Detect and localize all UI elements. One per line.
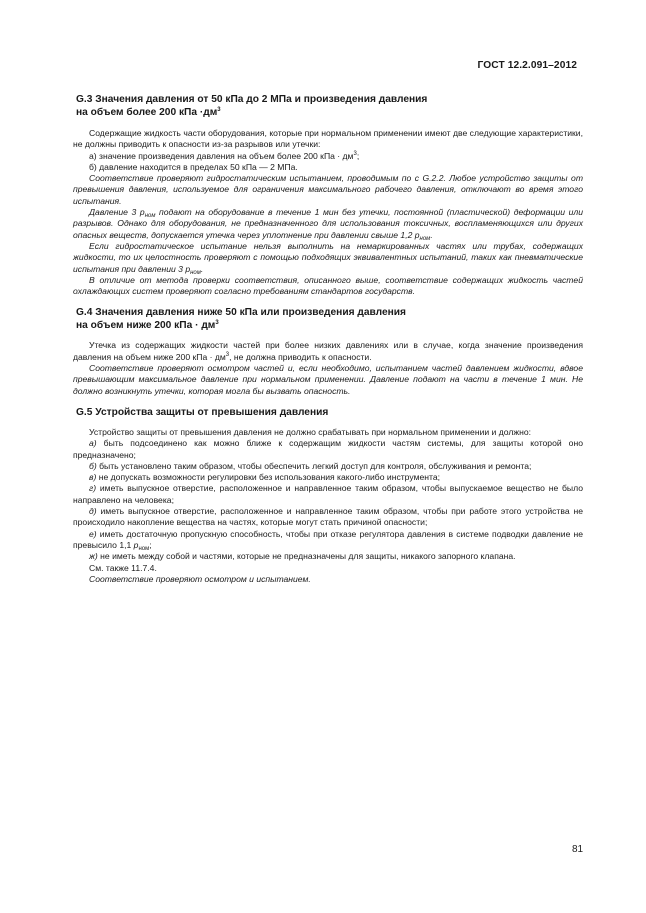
- g5-item-d: г) иметь выпускное отверстие, расположенное и направленное таким образом, чтобы выпускаемое вещество не было направлено на человека;: [73, 483, 583, 505]
- g5-item-a: а) быть подсоединено как можно ближе к содержащим жидкости частям системы, для защиты которой оно предназначено;: [73, 438, 583, 460]
- g3-pressure-test: Давление 3 $p_{ном}$ подают на оборудование в течение 1 мин без утечки, постоянной (пластической) деформации или разрывов. Однако для оборудования, не предназначенного для использования токсичных, воспламеняющихся или других опасных веществ, допускается утечка через уплотнение при давлении свыше 1,2 $p_{ном}$.: [73, 207, 584, 242]
- g5-item-e: д) иметь выпускное отверстие, расположенное и направленное таким образом, чтобы при работе этого устройства не происходило накопление вещества на частях, которые могут стать причиной опасности;: [73, 506, 583, 528]
- g5-item-g: ж) не иметь между собой и частями, которые не предназначены для защиты, никакого запорного клапана.: [89, 551, 516, 562]
- g3-cooling-systems: В отличие от метода проверки соответствия, описанного выше, соответствие содержащих жидкость частей охлаждающих систем проверяют согласно требованиям стандартов государств.: [73, 274, 583, 297]
- page-number: 81: [572, 844, 584, 855]
- g3-item-b: б) давление находится в пределах 50 кПа — 2 МПа.: [89, 161, 298, 172]
- g4-check: Соответствие проверяют осмотром частей и, если необходимо, испытанием частей давлением жидкости, вдвое превышающим максимальное давление при нормальном применении. Давление подают на части в течение 1 мин. Не должно возникнуть утечки, которая могла бы вызвать опасность.: [73, 363, 583, 396]
- g3-check: Соответствие проверяют гидростатическим испытанием, проводимым по с G.2.2. Любое устройство защиты от превышения давления, используемое для ограничения максимального рабочего давления, отключают во время этого испытания.: [73, 173, 583, 206]
- standard-id: ГОСТ 12.2.091–2012: [477, 60, 577, 71]
- section-g4-title: G.4 Значения давления ниже 50 кПа или произведения давления на объем ниже 200 кПа · $дм^3$: [76, 307, 406, 332]
- g4-text: Утечка из содержащих жидкости частей при более низких давлениях или в случае, когда значение произведения давления на объем ниже 200 кПа · $дм^3$, не должна приводить к опасности.: [73, 340, 583, 362]
- g5-item-f: е) иметь достаточную пропускную способность, чтобы при отказе регулятора давления в системе подводки давление не превысило 1,1 $p_{ном}$;: [73, 528, 583, 552]
- g5-item-c: в) не допускать возможности регулировки без использования какого-либо инструмента;: [89, 472, 441, 483]
- g5-item-b: б) быть установлено таким образом, чтобы обеспечить легкий доступ для контроля, обслуживания и ремонта;: [89, 460, 532, 471]
- g3-item-a: а) значение произведения давления на объем более 200 кПа · $дм^3$;: [89, 150, 360, 161]
- g3-unmarked-parts: Если гидростатическое испытание нельзя выполнить на немаркированных частях или трубах, содержащих жидкости, то их целостность проверяют с помощью подходящих эквивалентных испытаний, таких как пневматические испытания при давлении 3 $p_{ном}$.: [73, 240, 583, 276]
- g5-see-also: См. также 11.7.4.: [89, 562, 157, 573]
- g5-check: Соответствие проверяют осмотром и испытанием.: [89, 573, 311, 584]
- section-g3-title: G.3 Значения давления от 50 кПа до 2 МПа и произведения давления на объем более 200 кПа $\cdot дм^3$: [76, 94, 428, 118]
- g5-intro: Устройство защиты от превышения давления не должно срабатывать при нормальном применении и должно:: [89, 426, 532, 437]
- section-g5-title: G.5 Устройства защиты от превышения давления: [76, 406, 329, 418]
- g3-intro: Содержащие жидкость части оборудования, которые при нормальном применении имеют две следующие характеристики, не должны приводить к опасности из-за разрывов или утечки:: [73, 128, 583, 150]
- page-content: [73, 93, 583, 585]
